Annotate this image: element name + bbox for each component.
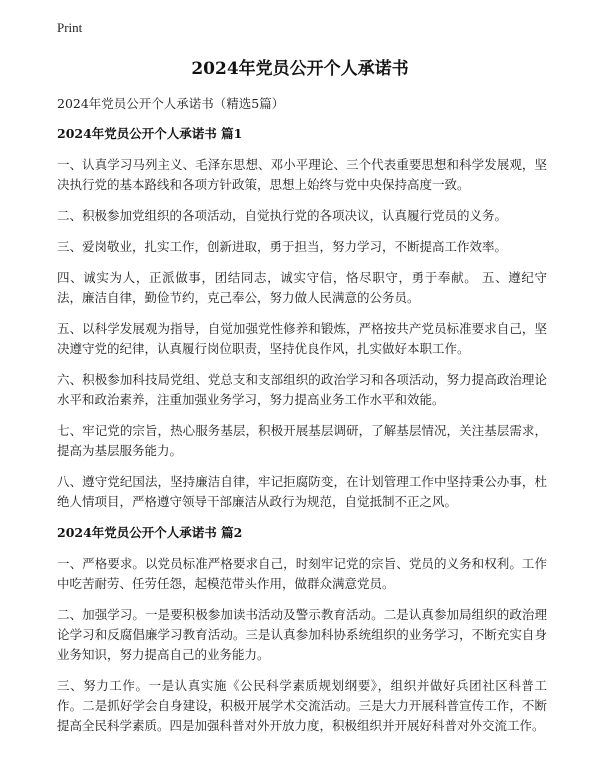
page-title: 2024年党员公开个人承诺书 — [191, 59, 409, 79]
print-link[interactable]: Print — [57, 20, 83, 35]
section-heading: 2024年党员公开个人承诺书 篇2 — [57, 525, 243, 540]
paragraph: 四、诚实为人，正派做事，团结同志，诚实守信，恪尽职守，勇于奉献。 五、遵纪守法，廉洁自律，勤俭节约，克己奉公，努力做人民满意的公务员。 — [57, 270, 547, 305]
paragraph: 三、爱岗敬业，扎实工作，创新进取，勇于担当，努力学习，不断提高工作效率。 — [57, 239, 508, 254]
section-1 — [57, 124, 547, 512]
paragraph: 五、以科学发展观为指导，自觉加强党性修养和锻炼，严格按共产党员标准要求自己，坚决遵守党的纪律，认真履行岗位职责，坚持优良作风，扎实做好本职工作。 — [57, 321, 547, 356]
paragraph: 一、严格要求。以党员标准严格要求自己，时刻牢记党的宗旨、党员的义务和权利。工作中吃苦耐劳、任劳任怨，起模范带头作用，做群众满意党员。 — [57, 556, 547, 591]
paragraph: 七、牢记党的宗旨，热心服务基层，积极开展基层调研，了解基层情况，关注基层需求，提高为基层服务能力。 — [57, 423, 547, 458]
section-heading: 2024年党员公开个人承诺书 篇1 — [57, 126, 243, 141]
section-2 — [57, 523, 547, 736]
paragraph: 二、加强学习。一是要积极参加读书活动及警示教育活动。二是认真参加局组织的政治理论学习和反腐倡廉学习教育活动。三是认真参加科协系统组织的业务学习，不断充实自身业务知识，努力提高自己的业务能力。 — [57, 607, 547, 662]
paragraph: 六、积极参加科技局党组、党总支和支部组织的政治学习和各项活动，努力提高政治理论水平和政治素养，注重加强业务学习，努力提高业务工作水平和效能。 — [57, 372, 547, 407]
document-body — [57, 124, 547, 747]
document-subtitle: 2024年党员公开个人承诺书（精选5篇） — [57, 96, 285, 111]
paragraph: 二、积极参加党组织的各项活动，自觉执行党的各项决议，认真履行党员的义务。 — [57, 208, 508, 223]
paragraph: 八、遵守党纪国法，坚持廉洁自律，牢记拒腐防变，在计划管理工作中坚持秉公办事，杜绝人情项目，严格遵守领导干部廉洁从政行为规范，自觉抵制不正之风。 — [57, 474, 547, 509]
paragraph: 一、认真学习马列主义、毛泽东思想、邓小平理论、三个代表重要思想和科学发展观，坚决执行党的基本路线和各项方针政策，思想上始终与党中央保持高度一致。 — [57, 157, 547, 192]
paragraph: 三、努力工作。一是认真实施《公民科学素质规划纲要》，组织并做好兵团社区科普工作。二是抓好学会自身建设，积极开展学术交流活动。三是大力开展科普宣传工作，不断提高全民科学素质。四是加强科普对外开放力度，积极组织并开展好科普对外交流工作。 — [57, 678, 547, 733]
